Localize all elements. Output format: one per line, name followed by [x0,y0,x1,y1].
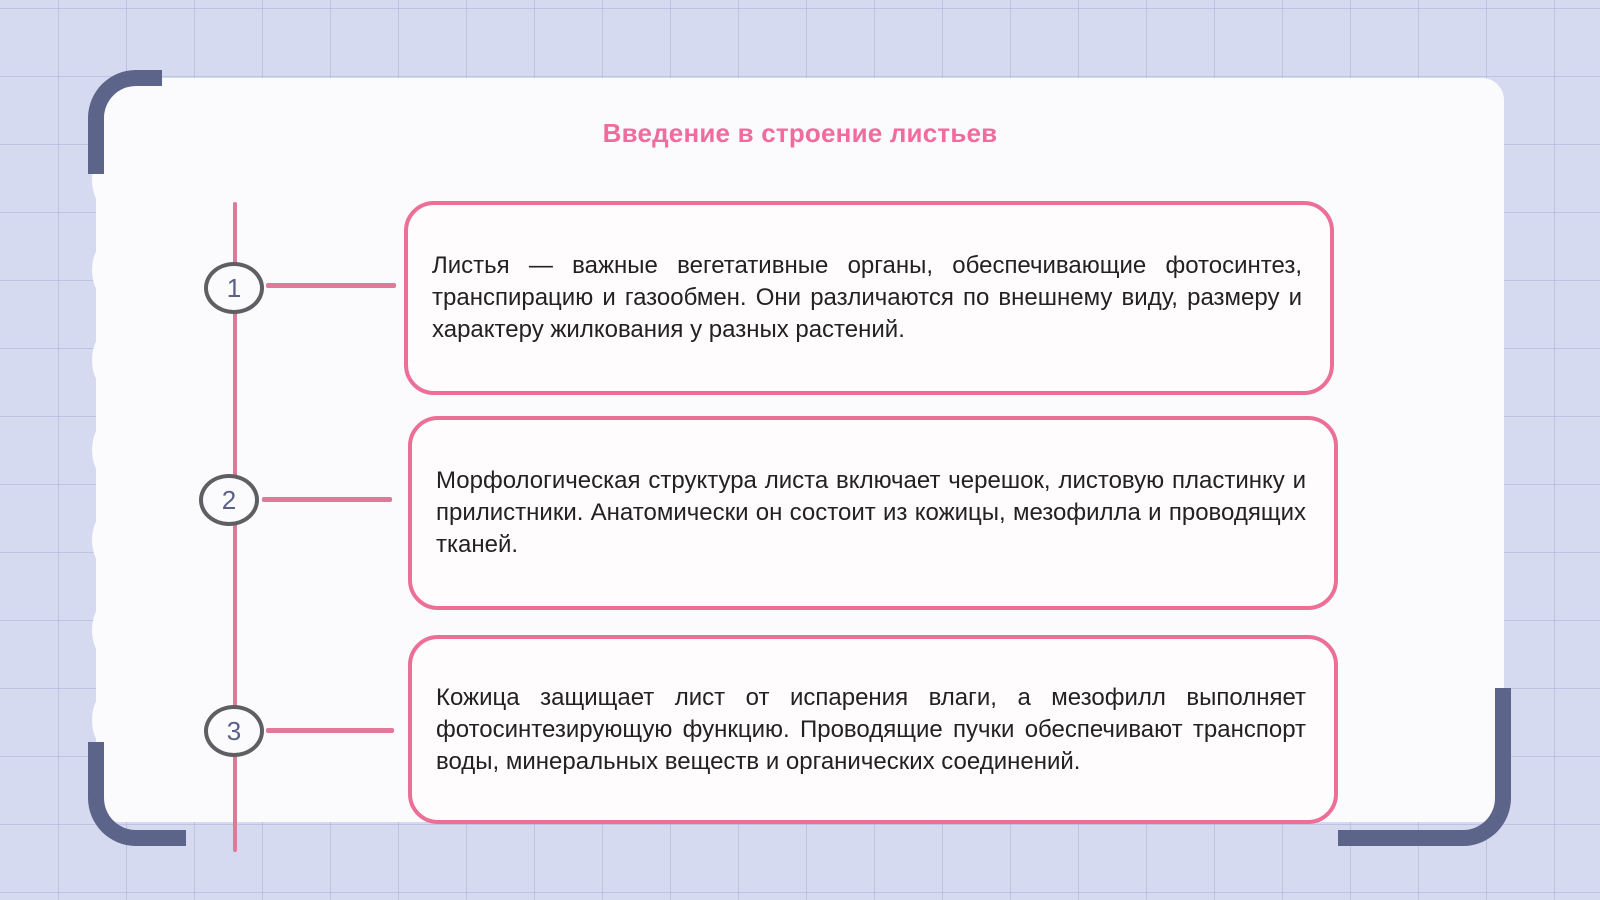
frame-corner-top-left [88,70,162,174]
step-connector [262,497,392,502]
step-card-text: Морфологическая структура листа включает черешок, листовую пластинку и прилистники. Анатомически он состоит из кожицы, мезофилла и проводящих тканей. [436,467,1306,558]
step-connector [266,283,396,288]
paper-notch [92,420,130,480]
paper-notch [92,510,130,570]
slide-title: Введение в строение листьев [602,118,998,148]
step-card-text: Листья — важные вегетативные органы, обеспечивающие фотосинтез, транспирацию и газообмен. Они различаются по внешнему виду, размеру и характеру жилкования у разных растений. [432,252,1302,343]
step-card [408,635,1338,824]
paper-notch [92,600,130,660]
step-connector [266,728,394,733]
step-number-badge: 2 [199,474,259,526]
step-number-badge: 3 [204,705,264,757]
frame-corner-bottom-left [88,742,186,846]
step-card [404,201,1334,395]
paper-notch [92,240,130,300]
frame-corner-bottom-right [1338,688,1511,846]
paper-notch [92,690,130,750]
step-number-badge: 1 [204,262,264,314]
step-card [408,416,1338,610]
step-card-text: Кожица защищает лист от испарения влаги, а мезофилл выполняет фотосинтезирующую функцию. Проводящие пучки обеспечивают транспорт воды, минеральных веществ и органических соединений. [436,683,1306,775]
paper-notch [92,330,130,390]
